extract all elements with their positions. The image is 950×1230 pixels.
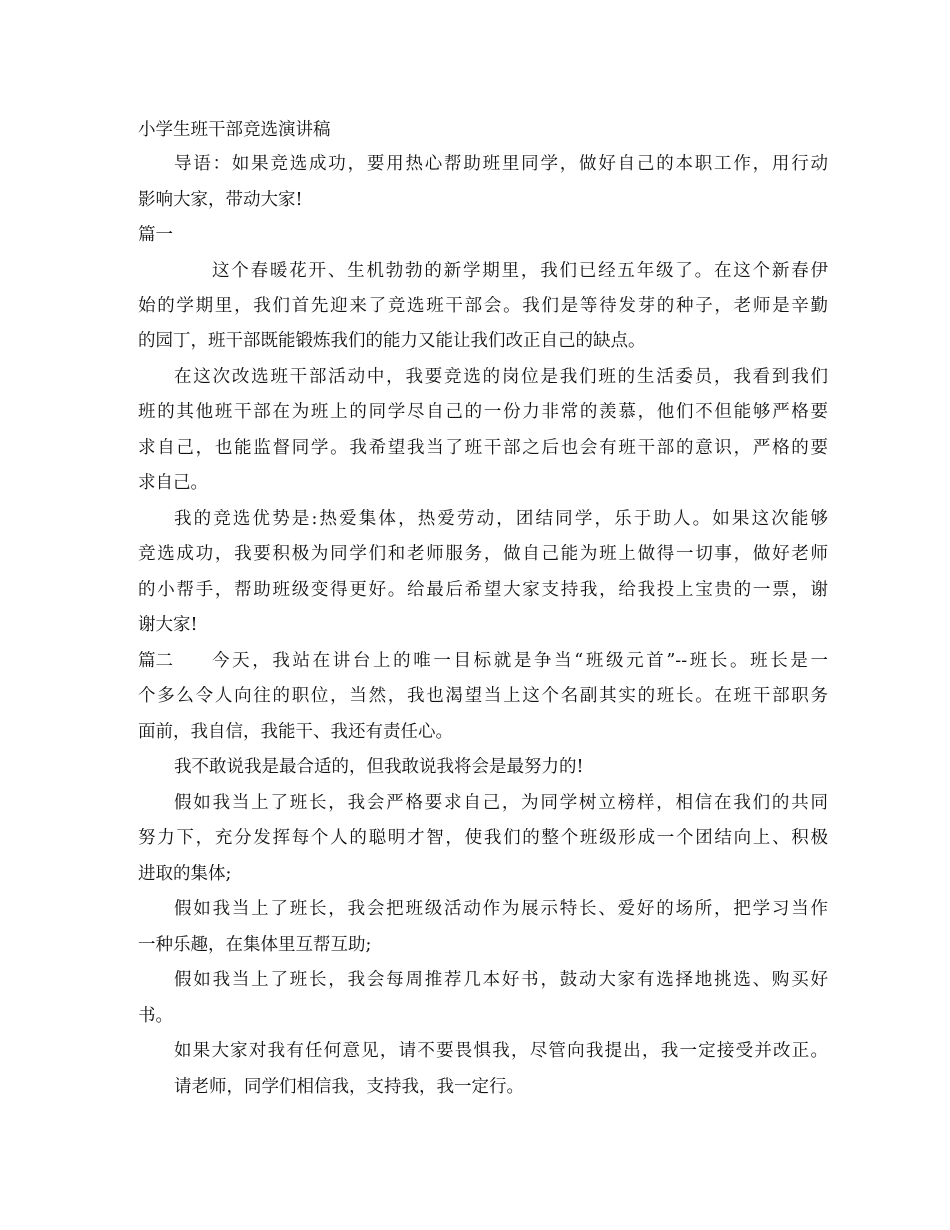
intro-line-1: 导语：如果竞选成功，要用热心帮助班里同学，做好自己的本职工作，用行动 <box>174 154 828 174</box>
s1-p2-line-2: 班的其他班干部在为班上的同学尽自己的一份力非常的羡慕，他们不但能够严格要 <box>138 402 828 422</box>
s1-p2-line-4: 求自己。 <box>138 473 208 493</box>
s2-p3-line-1: 假如我当上了班长，我会严格要求自己，为同学树立榜样，相信在我们的共同 <box>174 793 828 813</box>
s1-p3-line-3: 的小帮手，帮助班级变得更好。给最后希望大家支持我，给我投上宝贵的一票，谢 <box>138 580 828 600</box>
document-title: 小学生班干部竞选演讲稿 <box>138 120 331 140</box>
s2-p1-line-1: 今天，我站在讲台上的唯一目标就是争当“班级元首”--班长。班长是一 <box>212 651 828 671</box>
s2-p1-line-3: 面前，我自信，我能干、我还有责任心。 <box>138 722 453 742</box>
s2-p5-line-2: 书。 <box>138 1006 173 1026</box>
s2-p4-line-1: 假如我当上了班长，我会把班级活动作为展示特长、爱好的场所，把学习当作 <box>174 899 828 919</box>
s2-p3-line-2: 努力下，充分发挥每个人的聪明才智，使我们的整个班级形成一个团结向上、积极 <box>138 828 828 848</box>
s1-p3-line-2: 竞选成功，我要积极为同学们和老师服务，做自己能为班上做得一切事，做好老师 <box>138 544 828 564</box>
s1-p1-line-1: 这个春暖花开、生机勃勃的新学期里，我们已经五年级了。在这个新春伊 <box>212 261 828 281</box>
s2-p2-line-1: 我不敢说我是最合适的，但我敢说我将会是最努力的! <box>174 757 584 777</box>
s1-p2-line-1: 在这次改选班干部活动中，我要竞选的岗位是我们班的生活委员，我看到我们 <box>174 367 828 387</box>
s2-p1-line-2: 个多么令人向往的职位，当然，我也渴望当上这个名副其实的班长。在班干部职务 <box>138 686 828 706</box>
section-2-label: 篇二 <box>138 651 173 671</box>
s1-p1-line-2: 始的学期里，我们首先迎来了竞选班干部会。我们是等待发芽的种子，老师是辛勤 <box>138 296 828 316</box>
s2-p6-line-1: 如果大家对我有任何意见，请不要畏惧我，尽管向我提出，我一定接受并改正。 <box>174 1041 828 1061</box>
s2-p4-line-2: 一种乐趣，在集体里互帮互助; <box>138 935 372 955</box>
intro-line-2: 影响大家，带动大家! <box>138 190 303 210</box>
s2-p7-line-1: 请老师，同学们相信我，支持我，我一定行。 <box>174 1077 524 1097</box>
s2-p5-line-1: 假如我当上了班长，我会每周推荐几本好书，鼓动大家有选择地挑选、购买好 <box>174 970 828 990</box>
s1-p1-line-3: 的园丁，班干部既能锻炼我们的能力又能让我们改正自己的缺点。 <box>138 331 646 351</box>
s2-p3-line-3: 进取的集体; <box>138 864 232 884</box>
s1-p3-line-1: 我的竞选优势是:热爱集体，热爱劳动，团结同学，乐于助人。如果这次能够 <box>174 509 828 529</box>
s1-p2-line-3: 求自己，也能监督同学。我希望我当了班干部之后也会有班干部的意识，严格的要 <box>138 438 828 458</box>
section-1-label: 篇一 <box>138 225 173 245</box>
s1-p3-line-4: 谢大家! <box>138 615 198 635</box>
